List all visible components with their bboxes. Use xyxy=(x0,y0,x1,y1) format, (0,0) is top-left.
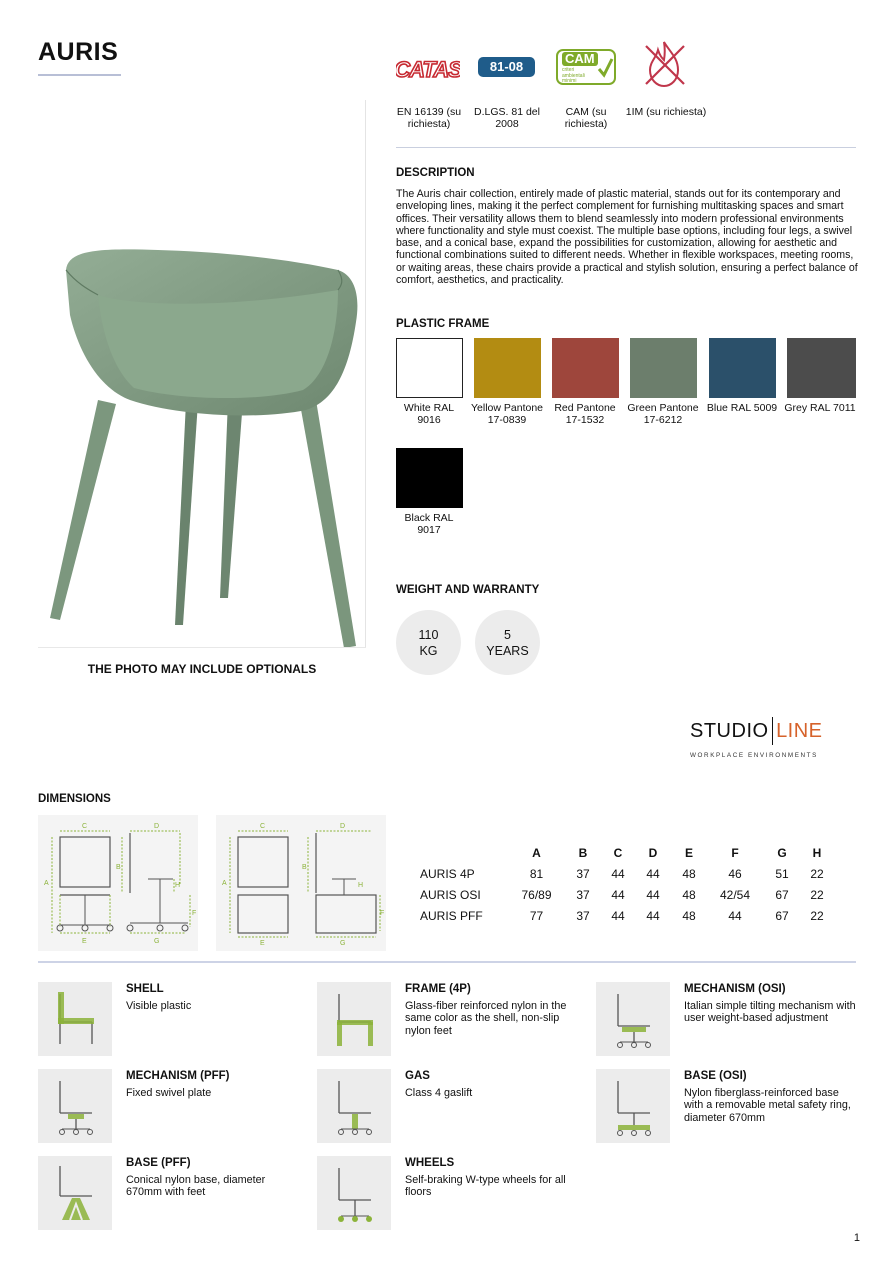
dimensions-cell: 76/89 xyxy=(521,887,552,902)
svg-text:E: E xyxy=(260,940,265,947)
dimensions-cell: 46 xyxy=(728,866,742,881)
svg-text:C: C xyxy=(260,823,266,830)
feature-description: Fixed swivel plate xyxy=(126,1087,212,1099)
dimensions-cell: 44 xyxy=(646,887,660,902)
weight-badge xyxy=(396,610,461,675)
base-osi-icon xyxy=(596,1069,670,1143)
dimensions-row-model: AURIS 4P xyxy=(420,866,475,881)
dimensions-cell: 48 xyxy=(682,887,696,902)
svg-text:H: H xyxy=(175,882,181,889)
section-rule xyxy=(38,961,856,963)
svg-text:B: B xyxy=(302,864,307,871)
warranty-unit: YEARS xyxy=(486,643,529,658)
fire-icon xyxy=(640,38,688,90)
dim-col-header: G xyxy=(777,845,787,860)
dim-col-header: C xyxy=(613,845,623,860)
color-swatch-label: Red Pantone 17-1532 xyxy=(554,402,616,426)
plastic-frame-heading: PLASTIC FRAME xyxy=(396,318,490,330)
color-swatch-label: Black RAL 9017 xyxy=(404,512,454,536)
svg-text:B: B xyxy=(116,864,121,871)
svg-text:G: G xyxy=(340,940,346,947)
dimension-drawing-4p xyxy=(38,815,198,951)
svg-text:H: H xyxy=(358,882,364,889)
feature-title: SHELL xyxy=(126,983,164,995)
weight-unit: KG xyxy=(419,643,438,658)
dimensions-cell: 44 xyxy=(611,866,625,881)
photo-divider xyxy=(365,100,366,648)
studioline-logo xyxy=(690,717,823,759)
dimensions-cell: 67 xyxy=(775,887,789,902)
dimensions-cell: 37 xyxy=(576,908,590,923)
feature-title: BASE (OSI) xyxy=(684,1070,747,1082)
dimensions-cell: 44 xyxy=(728,908,742,923)
base-pff-icon xyxy=(38,1156,112,1230)
catas-logo xyxy=(396,52,460,82)
dimensions-row xyxy=(420,884,837,905)
dimensions-table xyxy=(420,842,837,926)
dimensions-row-model: AURIS OSI xyxy=(420,887,481,902)
color-swatch-label: Blue RAL 5009 xyxy=(706,402,778,414)
feature-title: FRAME (4P) xyxy=(405,983,471,995)
dim-col-header: D xyxy=(648,845,658,860)
title-underline xyxy=(38,74,121,76)
dimensions-row xyxy=(420,863,837,884)
dimensions-header-row xyxy=(420,842,837,863)
description-heading: DESCRIPTION xyxy=(396,167,475,179)
dimensions-cell: 22 xyxy=(810,866,824,881)
svg-text:E: E xyxy=(82,938,87,945)
dim-col-header: A xyxy=(532,845,541,860)
mechanism-pff-icon xyxy=(38,1069,112,1143)
brand-name-left: STUDIO xyxy=(690,720,769,742)
dimensions-cell: 51 xyxy=(775,866,789,881)
cert-label-dlgs81: D.LGS. 81 del 2008 xyxy=(474,106,540,130)
photo-caption: THE PHOTO MAY INCLUDE OPTIONALS xyxy=(87,662,317,676)
color-swatch xyxy=(787,338,856,398)
svg-text:F: F xyxy=(380,910,385,917)
feature-title: MECHANISM (OSI) xyxy=(684,983,786,995)
shell-icon xyxy=(38,982,112,1056)
cert-label-cam: CAM (su richiesta) xyxy=(564,106,608,130)
gas-icon xyxy=(317,1069,391,1143)
dimensions-cell: 67 xyxy=(775,908,789,923)
dimensions-row-model: AURIS PFF xyxy=(420,908,483,923)
photo-bottom-rule xyxy=(38,647,366,648)
dimensions-cell: 37 xyxy=(576,887,590,902)
dim-col-header: B xyxy=(578,845,588,860)
color-swatch-label: Green Pantone 17-6212 xyxy=(627,402,699,426)
dim-col-header: E xyxy=(684,845,693,860)
dimensions-cell: 48 xyxy=(682,908,696,923)
cam-logo-subtext: criteri ambientali minimi xyxy=(562,67,585,84)
dim-col-header: F xyxy=(731,845,739,860)
dim-col-header: H xyxy=(812,845,822,860)
warranty-badge xyxy=(475,610,540,675)
description-text: The Auris chair collection, entirely made of plastic material, stands out for its contemporary and enveloping lines, making it the perfect complement for furnishing multitasking spaces and smart offices. Their versatility allows them to blend seamlessly into modern professional environments where functionality and style must coexist. The multiple base options, including four legs, a swivel base, and a conical base, expand the possibilities for customization, allowing for aesthetic and functional combinations suited to different needs. Whether in flexible workspaces, meeting rooms, or waiting areas, these chairs provide a practical and stylish solution, ensuring a perfect balance of comfort, aesthetics, and practicality. xyxy=(396,188,858,287)
svg-text:D: D xyxy=(154,823,160,830)
dimensions-cell: 37 xyxy=(576,866,590,881)
color-swatch xyxy=(630,338,697,398)
feature-description: Visible plastic xyxy=(126,1000,192,1012)
dimensions-heading: DIMENSIONS xyxy=(38,793,111,805)
feature-description: Conical nylon base, diameter 670mm with feet xyxy=(126,1174,266,1199)
weight-warranty-heading: WEIGHT AND WARRANTY xyxy=(396,584,540,596)
brand-name-right: LINE xyxy=(776,720,823,742)
color-swatch xyxy=(396,448,463,508)
mechanism-osi-icon xyxy=(596,982,670,1056)
svg-text:C: C xyxy=(82,823,88,830)
color-swatch-label: White RAL 9016 xyxy=(403,402,455,426)
color-swatch-label: Grey RAL 7011 xyxy=(784,402,856,414)
dimensions-cell: 44 xyxy=(646,908,660,923)
color-swatch xyxy=(552,338,619,398)
cam-logo-text: CAM xyxy=(562,52,598,66)
color-swatch xyxy=(396,338,463,398)
dimensions-cell: 44 xyxy=(646,866,660,881)
cert-label-en16139: EN 16139 (su richiesta) xyxy=(396,106,462,130)
dimensions-cell: 44 xyxy=(611,887,625,902)
color-swatch xyxy=(474,338,541,398)
feature-description: Italian simple tilting mechanism with user weight-based adjustment xyxy=(684,1000,856,1025)
svg-text:A: A xyxy=(222,880,227,887)
header-rule xyxy=(396,147,856,148)
brand-tagline: WORKPLACE ENVIRONMENTS xyxy=(690,752,818,759)
svg-text:F: F xyxy=(192,910,197,917)
feature-title: GAS xyxy=(405,1070,430,1082)
feature-description: Class 4 gaslift xyxy=(405,1087,473,1099)
page-title: AURIS xyxy=(38,38,119,66)
feature-title: WHEELS xyxy=(405,1157,455,1169)
svg-text:D: D xyxy=(340,823,346,830)
page-number: 1 xyxy=(853,1232,860,1244)
cam-logo xyxy=(556,49,616,85)
svg-text:G: G xyxy=(154,938,160,945)
feature-description: Nylon fiberglass-reinforced base with a removable metal safety ring, diameter 670mm xyxy=(684,1087,851,1124)
dimensions-cell: 81 xyxy=(529,866,544,881)
svg-text:A: A xyxy=(44,880,49,887)
dimensions-cell: 44 xyxy=(611,908,625,923)
weight-value: 110 xyxy=(418,627,439,642)
product-photo xyxy=(38,100,366,648)
feature-title: BASE (PFF) xyxy=(126,1157,191,1169)
feature-description: Self-braking W-type wheels for all floors xyxy=(405,1174,566,1199)
color-swatch-label: Yellow Pantone 17-0839 xyxy=(471,402,544,426)
dimensions-cell: 22 xyxy=(810,908,824,923)
dimension-drawing-pff xyxy=(216,815,386,951)
dimensions-cell: 22 xyxy=(810,887,824,902)
wheels-icon xyxy=(317,1156,391,1230)
dimensions-cell: 77 xyxy=(529,908,544,923)
warranty-value: 5 xyxy=(504,627,511,642)
dim-col-header xyxy=(420,842,512,863)
color-swatch xyxy=(709,338,776,398)
feature-title: MECHANISM (PFF) xyxy=(126,1070,230,1082)
svg-text:CATAS: CATAS xyxy=(396,57,460,82)
cert-label-1im: 1IM (su richiesta) xyxy=(625,106,707,118)
dlgs-81-08-badge: 81-08 xyxy=(478,57,535,77)
frame-4p-icon xyxy=(317,982,391,1056)
dimensions-cell: 42/54 xyxy=(719,887,751,902)
dimensions-row xyxy=(420,905,837,926)
dimensions-cell: 48 xyxy=(682,866,696,881)
feature-description: Glass-fiber reinforced nylon in the same color as the shell, non-slip nylon feet xyxy=(405,1000,567,1037)
